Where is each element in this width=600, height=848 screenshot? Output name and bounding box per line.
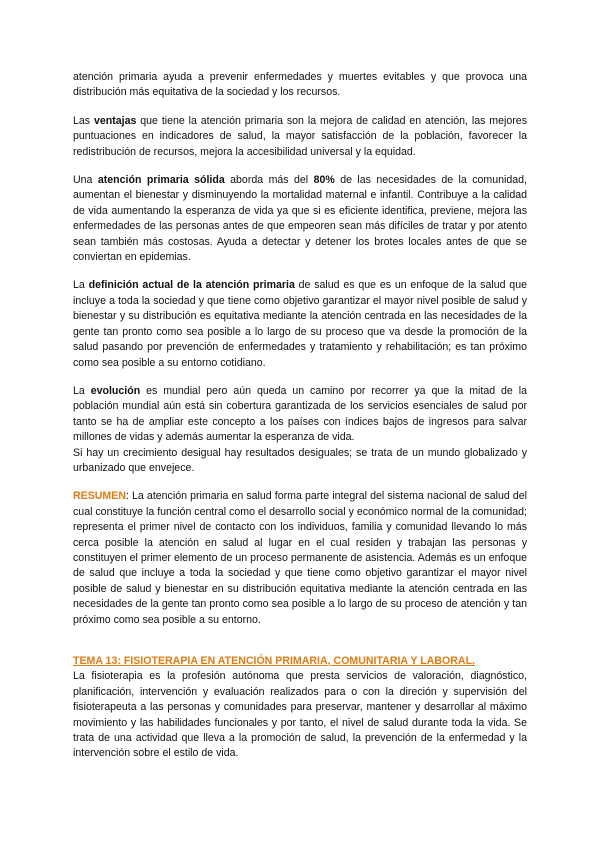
- ventajas-paragraph: Las ventajas que tiene la atención primaria son la mejora de calidad en atención, las mejores puntuaciones en indicadores de salud, la mayor satisfacción de la población, favorecer la redistribución de recursos, mejora la accesibilidad universal y la equidad.: [73, 114, 527, 158]
- percent-term: 80%: [313, 174, 335, 187]
- section-heading: TEMA 13: FISIOTERAPIA EN ATENCIÓN PRIMARIA, COMUNITARIA Y LABORAL.: [73, 655, 475, 667]
- fisioterapia-paragraph: La fisioterapia es la profesión autónoma que presta servicios de valoración, diagnóstico, planificación, intervención y evaluación realizados para o con la direción y supervisión del fisioterapeuta a las personas y comunidades para preservar, mantener y desarrollar al máximo movimiento y las habilidades funcionales y por tanto, el nivel de salud durante toda la vida. Se trata de una actividad que lleva a la promoción de salud, la prevención de la enfermedad y la intervención sobre el estilo de vida.: [73, 670, 527, 760]
- resumen-paragraph: RESUMEN: La atención primaria en salud forma parte integral del sistema nacional de salud del cual constituye la función central como el desarrollo social y económico normal de la comunidad; representa el primer nivel de contacto con los individuos, familia y comunidad llevando lo más cerca posible la atención en salud al lugar en el cual residen y trabajan las personas y constituyen el primer elemento de un proceso permanente de asistencia. Además es un enfoque de salud que incluye a toda la sociedad y que tiene como objetivo garantizar el mayor nivel posible de salud y bienestar en su distribución equitativa mediante la atención centrada en las necesidades de la gente tan pronto como sea posible a lo largo de su proceso de atención y tan próximo como sea posible a su entorno.: [73, 490, 528, 626]
- solida-paragraph: Una atención primaria sólida aborda más del 80% de las necesidades de la comunidad, aumentan el bienestar y disminuyendo la mortalidad maternal e infantil. Contribuye a la calidad de vida aumentando la esperanza de vida ya que si es eficiente identifica, previene, mejora las enfermedades de las personas antes de que empeoren sean más difíciles de tratar y por atento sean también más costosas. Ayuda a detectar y detener los brotes locales antes de que se conviertan en epidemias.: [73, 174, 527, 264]
- evolucion-term: evolución: [90, 384, 141, 397]
- evolucion-paragraph: La evolución es mundial pero aún queda un camino por recorrer ya que la mitad de la población mundial aún está sin cobertura garantizada de los servicios esenciales de salud por tanto se ha de ampliar este concepto a los países con índices bajos de ingresos para salvar millones de vidas y además aumentar la esperanza de vida.: [73, 384, 527, 444]
- definicion-term: definición actual de la atención primaria: [88, 279, 295, 292]
- definicion-paragraph: La definición actual de la atención primaria de salud es que es un enfoque de la salud que incluye a toda la sociedad y que tiene como objetivo garantizar el mayor nivel posible de salud y bienestar y su distribución es equitativa mediante la atención centrada en las necesidades de la gente tan pronto como sea posible a lo largo de su proceso que va desde la promoción de la salud pasando por prevención de enfermedades y tratamiento y rehabilitación; es tan próximo como sea posible a su entorno cotidiano.: [73, 279, 527, 369]
- resumen-label: RESUMEN: [73, 490, 126, 503]
- page-content: [73, 70, 527, 775]
- evolucion-second-line: Si hay un crecimiento desigual hay resultados desiguales; se trata de un mundo globalizado y urbanizado que envejece.: [73, 446, 527, 474]
- intro-paragraph: atención primaria ayuda a prevenir enfermedades y muertes evitables y que provoca una distribución más equitativa de la sociedad y los recursos.: [73, 71, 527, 99]
- ventajas-term: ventajas: [93, 114, 137, 127]
- solida-term: atención primaria sólida: [97, 174, 225, 187]
